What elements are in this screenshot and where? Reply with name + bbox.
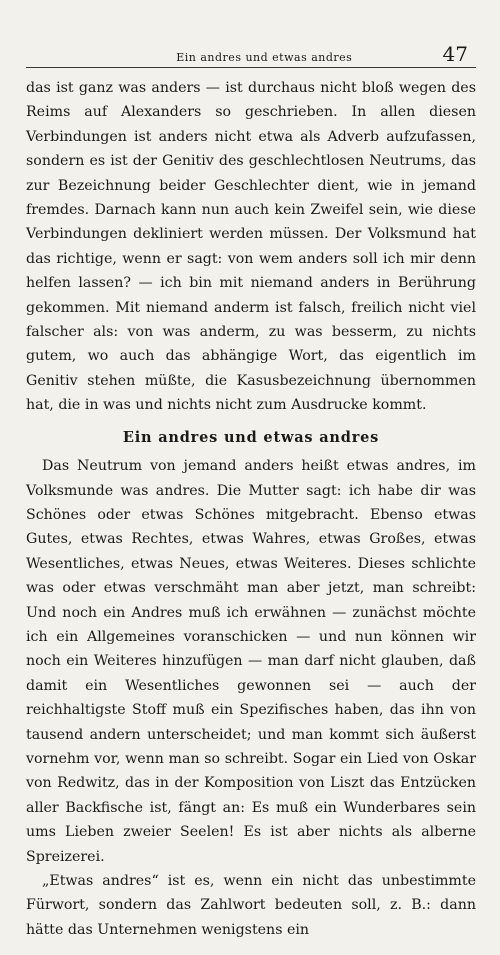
running-head xyxy=(26,34,476,68)
paragraph-continuation: das ist ganz was anders — ist durchaus nicht bloß wegen des Reims auf Alexanders so geschrieben. In allen diesen Verbindungen ist anders nicht etwa als Adverb aufzufassen, sondern es ist der Genitiv des geschlechtlosen Neutrums, das zur Bezeichnung beider Geschlechter dient, wie in jemand fremdes. Darnach kann nun auch kein Zweifel sein, wie diese Verbindungen dekliniert werden müssen. Der Volksmund hat das richtige, wenn er sagt: von wem anders soll ich mir denn helfen lassen? — ich bin mit niemand anders in Berührung gekommen. Mit niemand anderm ist falsch, freilich nicht viel falscher als: von was anderm, zu was besserm, zu nichts gutem, wo auch das abhängige Wort, das eigentlich im Genitiv stehen müßte, die Kasusbezeichnung übernommen hat, die in was und nichts nicht zum Ausdrucke kommt. xyxy=(26,80,476,414)
running-title: Ein andres und etwas andres xyxy=(176,51,353,64)
section-heading: Ein andres und etwas andres xyxy=(122,428,380,446)
paragraph: Das Neutrum von jemand anders heißt etwas andres, im Volksmunde was andres. Die Mutter sagt: ich habe dir was Schönes oder etwas Schönes mitgebracht. Ebenso etwas Gutes, etwas Rechtes, etwas Wahres, etwas Großes, etwas Wesentliches, etwas Neues, etwas Weiteres. Dieses schlichte was oder etwas verschmäht man aber jetzt, man schreibt: Und noch ein Andres muß ich erwähnen — zunächst möchte ich ein Allgemeines voranschicken — und nun können wir noch ein Weiteres hinzufügen — man darf nicht glauben, daß damit ein Wesentliches gewonnen sei — auch der reichhaltigste Stoff muß ein Spezifisches haben, das ihn von tausend andern unterscheidet; und man kommt sich äußerst vornehm vor, wenn man so schreibt. Sogar ein Lied von Oskar von Redwitz, das in der Komposition von Liszt das Entzücken aller Backfische ist, fängt an: Es muß ein Wunderbares sein ums Lieben zweier Seelen! Es ist aber nichts als alberne Spreizerei. xyxy=(26,458,476,865)
page-number: 47 xyxy=(442,42,468,66)
body-text xyxy=(26,76,476,942)
paragraph: „Etwas andres“ ist es, wenn ein nicht das unbestimmte Fürwort, sondern das Zahlwort bedeuten soll, z. B.: dann hätte das Unternehmen wenigstens ein xyxy=(26,873,476,938)
